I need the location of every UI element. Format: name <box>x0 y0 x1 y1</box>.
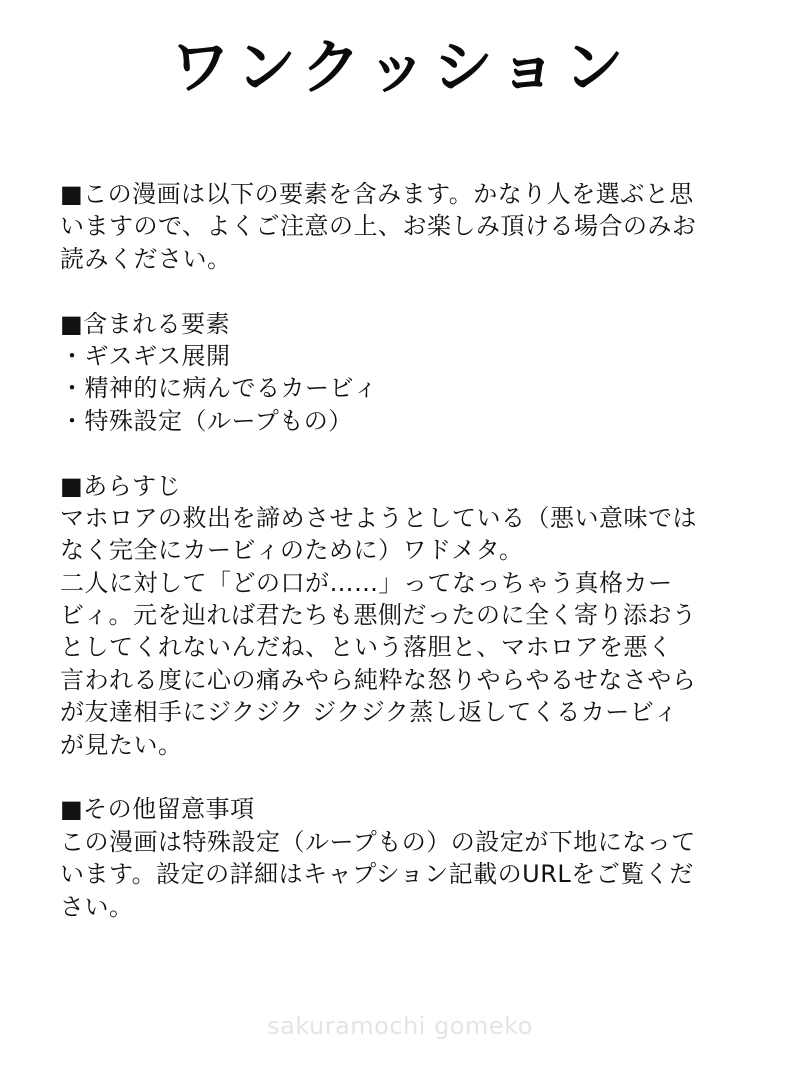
synopsis-line: が見たい。 <box>60 730 183 759</box>
synopsis-heading: ■あらすじ <box>60 471 182 500</box>
spacer <box>60 275 750 307</box>
intro-section <box>60 178 750 275</box>
element-item: ・精神的に病んでるカービィ <box>60 374 379 403</box>
intro-line: ■この漫画は以下の要素を含みます。かなり人を選ぶと思 <box>60 180 694 208</box>
content-body <box>60 178 750 923</box>
element-item: ・ギスギス展開 <box>60 341 231 370</box>
synopsis-line: なく完全にカービィのために）ワドメタ。 <box>60 536 524 565</box>
synopsis-section <box>60 470 750 762</box>
author-signature: sakuramochi gomeko <box>267 1012 533 1040</box>
notes-line: さい。 <box>60 892 134 921</box>
notes-heading: ■その他留意事項 <box>60 795 255 824</box>
notes-line: この漫画は特殊設定（ループもの）の設定が下地になって <box>60 827 696 856</box>
spacer <box>60 761 750 793</box>
element-item: ・特殊設定（ループもの） <box>60 406 353 435</box>
elements-section <box>60 308 750 438</box>
page-title: ワンクッション <box>170 33 630 103</box>
spacer <box>60 437 750 469</box>
synopsis-line: マホロアの救出を諦めさせようとしている（悪い意味では <box>60 503 697 532</box>
notes-line: います。設定の詳細はキャプション記載のURLをご覧くだ <box>60 860 694 889</box>
synopsis-line: としてくれないんだね、という落胆と、マホロアを悪く <box>60 633 673 662</box>
synopsis-line: 言われる度に心の痛みやら純粋な怒りやらやるせなさやら <box>60 665 697 694</box>
intro-line: 読みください。 <box>60 244 232 273</box>
synopsis-line: が友達相手にジクジク ジクジク蒸し返してくるカービィ <box>60 698 679 727</box>
notes-section <box>60 793 750 923</box>
intro-line: いますので、よくご注意の上、お楽しみ頂ける場合のみお <box>60 212 697 241</box>
elements-heading: ■含まれる要素 <box>60 309 231 338</box>
synopsis-line: 二人に対して「どの口が……」ってなっちゃう真格カー <box>60 568 673 597</box>
synopsis-line: ビィ。元を辿れば君たちも悪側だったのに全く寄り添おう <box>60 601 697 630</box>
